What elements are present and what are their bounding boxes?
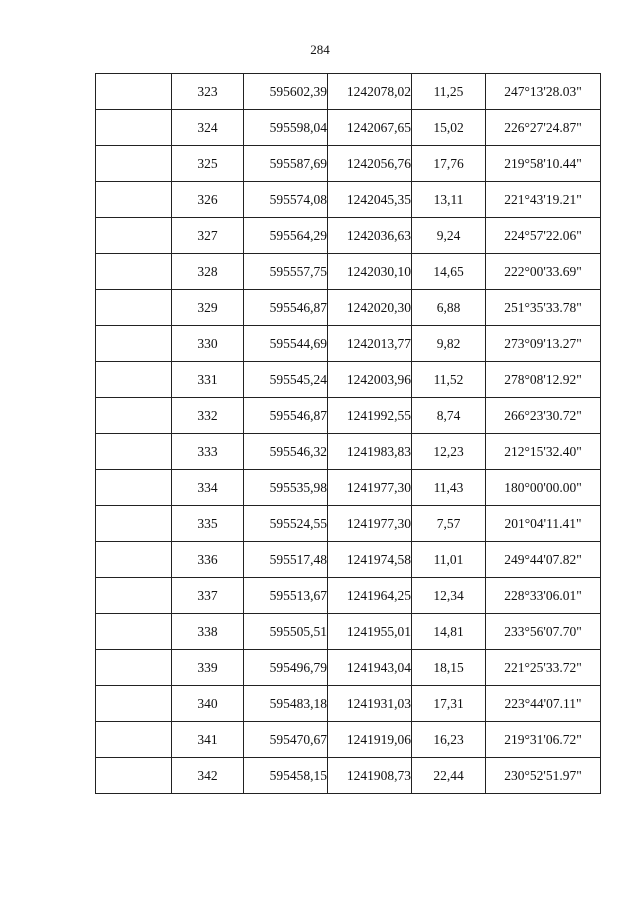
direction-angle-cell: 219°31'06.72" [486,722,601,758]
table-row [96,110,601,146]
x-coordinate-cell: 595546,32 [244,434,328,470]
x-coordinate-cell: 595587,69 [244,146,328,182]
empty-cell [96,686,172,722]
y-coordinate-cell: 1242067,65 [328,110,412,146]
empty-cell [96,74,172,110]
table-row [96,506,601,542]
direction-angle-cell: 273°09'13.27" [486,326,601,362]
direction-angle-cell: 180°00'00.00" [486,470,601,506]
y-coordinate-cell: 1241919,06 [328,722,412,758]
point-number-cell: 323 [172,74,244,110]
point-number-cell: 339 [172,650,244,686]
length-cell: 9,82 [412,326,486,362]
point-number-cell: 324 [172,110,244,146]
table-row [96,578,601,614]
point-number-cell: 330 [172,326,244,362]
table-row [96,686,601,722]
coordinates-table [95,73,601,794]
point-number-cell: 331 [172,362,244,398]
x-coordinate-cell: 595544,69 [244,326,328,362]
direction-angle-cell: 222°00'33.69" [486,254,601,290]
empty-cell [96,758,172,794]
empty-cell [96,434,172,470]
empty-cell [96,650,172,686]
y-coordinate-cell: 1242036,63 [328,218,412,254]
table-row [96,758,601,794]
direction-angle-cell: 226°27'24.87" [486,110,601,146]
table-row [96,218,601,254]
y-coordinate-cell: 1241931,03 [328,686,412,722]
y-coordinate-cell: 1241943,04 [328,650,412,686]
direction-angle-cell: 223°44'07.11" [486,686,601,722]
length-cell: 18,15 [412,650,486,686]
direction-angle-cell: 219°58'10.44" [486,146,601,182]
x-coordinate-cell: 595458,15 [244,758,328,794]
point-number-cell: 335 [172,506,244,542]
y-coordinate-cell: 1242013,77 [328,326,412,362]
length-cell: 11,25 [412,74,486,110]
table-row [96,542,601,578]
y-coordinate-cell: 1241983,83 [328,434,412,470]
y-coordinate-cell: 1241977,30 [328,470,412,506]
table-row [96,254,601,290]
y-coordinate-cell: 1242030,10 [328,254,412,290]
point-number-cell: 326 [172,182,244,218]
empty-cell [96,326,172,362]
x-coordinate-cell: 595564,29 [244,218,328,254]
x-coordinate-cell: 595524,55 [244,506,328,542]
point-number-cell: 342 [172,758,244,794]
table-row [96,650,601,686]
direction-angle-cell: 230°52'51.97" [486,758,601,794]
y-coordinate-cell: 1242003,96 [328,362,412,398]
empty-cell [96,182,172,218]
y-coordinate-cell: 1241992,55 [328,398,412,434]
direction-angle-cell: 212°15'32.40" [486,434,601,470]
table-row [96,362,601,398]
length-cell: 16,23 [412,722,486,758]
empty-cell [96,398,172,434]
length-cell: 11,43 [412,470,486,506]
point-number-cell: 329 [172,290,244,326]
length-cell: 12,23 [412,434,486,470]
table-row [96,470,601,506]
table-row [96,434,601,470]
length-cell: 11,52 [412,362,486,398]
empty-cell [96,614,172,650]
x-coordinate-cell: 595557,75 [244,254,328,290]
empty-cell [96,578,172,614]
y-coordinate-cell: 1241955,01 [328,614,412,650]
point-number-cell: 328 [172,254,244,290]
direction-angle-cell: 228°33'06.01" [486,578,601,614]
empty-cell [96,506,172,542]
direction-angle-cell: 266°23'30.72" [486,398,601,434]
direction-angle-cell: 224°57'22.06" [486,218,601,254]
y-coordinate-cell: 1242020,30 [328,290,412,326]
x-coordinate-cell: 595496,79 [244,650,328,686]
length-cell: 17,76 [412,146,486,182]
length-cell: 6,88 [412,290,486,326]
empty-cell [96,146,172,182]
direction-angle-cell: 278°08'12.92" [486,362,601,398]
x-coordinate-cell: 595535,98 [244,470,328,506]
point-number-cell: 327 [172,218,244,254]
table-row [96,398,601,434]
length-cell: 14,81 [412,614,486,650]
empty-cell [96,542,172,578]
direction-angle-cell: 249°44'07.82" [486,542,601,578]
y-coordinate-cell: 1242056,76 [328,146,412,182]
empty-cell [96,290,172,326]
coordinates-table-body [96,74,601,794]
empty-cell [96,722,172,758]
point-number-cell: 334 [172,470,244,506]
x-coordinate-cell: 595546,87 [244,290,328,326]
direction-angle-cell: 201°04'11.41" [486,506,601,542]
x-coordinate-cell: 595483,18 [244,686,328,722]
direction-angle-cell: 247°13'28.03" [486,74,601,110]
length-cell: 17,31 [412,686,486,722]
direction-angle-cell: 251°35'33.78" [486,290,601,326]
x-coordinate-cell: 595470,67 [244,722,328,758]
x-coordinate-cell: 595545,24 [244,362,328,398]
x-coordinate-cell: 595513,67 [244,578,328,614]
empty-cell [96,218,172,254]
y-coordinate-cell: 1241964,25 [328,578,412,614]
x-coordinate-cell: 595546,87 [244,398,328,434]
table-row [96,722,601,758]
length-cell: 13,11 [412,182,486,218]
direction-angle-cell: 221°43'19.21" [486,182,601,218]
y-coordinate-cell: 1241977,30 [328,506,412,542]
y-coordinate-cell: 1242078,02 [328,74,412,110]
y-coordinate-cell: 1241974,58 [328,542,412,578]
direction-angle-cell: 233°56'07.70" [486,614,601,650]
page-number: 284 [310,42,330,57]
point-number-cell: 325 [172,146,244,182]
table-row [96,182,601,218]
table-row [96,74,601,110]
table-row [96,146,601,182]
x-coordinate-cell: 595505,51 [244,614,328,650]
point-number-cell: 336 [172,542,244,578]
length-cell: 7,57 [412,506,486,542]
x-coordinate-cell: 595574,08 [244,182,328,218]
length-cell: 15,02 [412,110,486,146]
point-number-cell: 332 [172,398,244,434]
point-number-cell: 341 [172,722,244,758]
table-row [96,326,601,362]
length-cell: 22,44 [412,758,486,794]
length-cell: 9,24 [412,218,486,254]
empty-cell [96,254,172,290]
empty-cell [96,110,172,146]
length-cell: 11,01 [412,542,486,578]
point-number-cell: 340 [172,686,244,722]
length-cell: 8,74 [412,398,486,434]
point-number-cell: 338 [172,614,244,650]
empty-cell [96,362,172,398]
direction-angle-cell: 221°25'33.72" [486,650,601,686]
x-coordinate-cell: 595517,48 [244,542,328,578]
y-coordinate-cell: 1241908,73 [328,758,412,794]
length-cell: 12,34 [412,578,486,614]
table-row [96,614,601,650]
point-number-cell: 333 [172,434,244,470]
x-coordinate-cell: 595602,39 [244,74,328,110]
y-coordinate-cell: 1242045,35 [328,182,412,218]
table-row [96,290,601,326]
x-coordinate-cell: 595598,04 [244,110,328,146]
point-number-cell: 337 [172,578,244,614]
empty-cell [96,470,172,506]
length-cell: 14,65 [412,254,486,290]
